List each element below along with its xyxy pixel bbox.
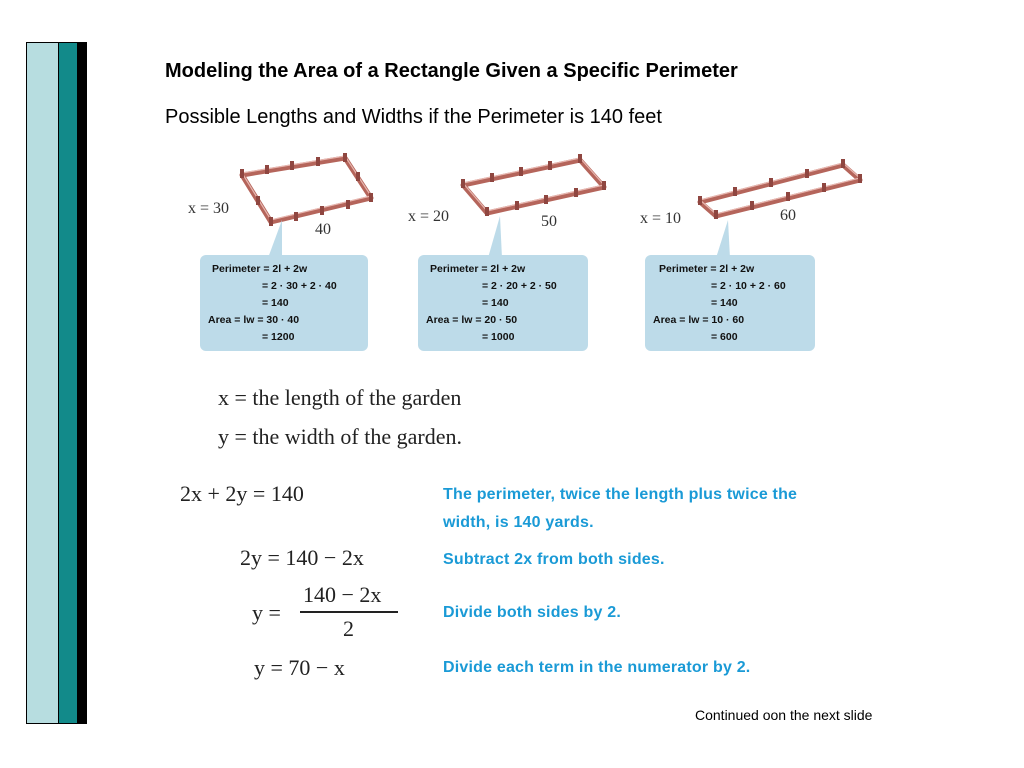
panel-2-width-label: 50 <box>541 213 557 230</box>
slide-title: Modeling the Area of a Rectangle Given a Specific Perimeter <box>165 60 738 82</box>
definition-y: y = the width of the garden. <box>218 424 462 449</box>
panel-1-line-3: = 140 <box>262 297 289 309</box>
continued-footer: Continued oon the next slide <box>695 707 873 723</box>
panel-1-line-4: Area = lw = 30 · 40 <box>208 314 300 326</box>
fraction-bar <box>300 611 398 613</box>
panel-2-line-3: = 140 <box>482 297 509 309</box>
fence-illustrations <box>170 150 870 260</box>
panel-1-line-1: Perimeter = 2l + 2w <box>212 263 308 275</box>
equation-step-3-numerator: 140 − 2x <box>303 582 382 607</box>
panel-3-line-5: = 600 <box>711 331 738 343</box>
panel-1-line-2: = 2 · 30 + 2 · 40 <box>262 280 337 292</box>
panel-2-line-2: = 2 · 20 + 2 · 50 <box>482 280 557 292</box>
panel-3-line-1: Perimeter = 2l + 2w <box>659 263 755 275</box>
note-step-4: Divide each term in the numerator by 2. <box>443 659 751 676</box>
equation-step-2: 2y = 140 − 2x <box>240 545 364 570</box>
equation-step-4: y = 70 − x <box>254 655 345 680</box>
equation-step-3-lhs: y = <box>252 600 281 625</box>
panel-2-line-1: Perimeter = 2l + 2w <box>430 263 526 275</box>
definition-x: x = the length of the garden <box>218 385 462 410</box>
panel-2-line-5: = 1000 <box>482 331 515 343</box>
computation-panel-1 <box>200 255 368 351</box>
panel-3-width-label: 60 <box>780 207 796 224</box>
computation-panel-2 <box>418 255 588 351</box>
panel-1-width-label: 40 <box>315 221 331 238</box>
note-step-1-line-1: The perimeter, twice the length plus twice the <box>443 486 798 503</box>
panel-3-line-4: Area = lw = 10 · 60 <box>653 314 745 326</box>
fence-rectangle-1 <box>242 158 371 222</box>
computation-panel-3 <box>645 255 815 351</box>
panel-2-line-4: Area = lw = 20 · 50 <box>426 314 518 326</box>
left-decor-bar-teal <box>59 42 77 724</box>
panel-3-x-label: x = 10 <box>640 210 682 227</box>
equation-step-1: 2x + 2y = 140 <box>180 481 304 506</box>
left-decor-bar-light <box>26 42 59 724</box>
slide-subtitle: Possible Lengths and Widths if the Perimeter is 140 feet <box>165 106 662 128</box>
note-step-1-line-2: width, is 140 yards. <box>443 514 594 531</box>
note-step-3: Divide both sides by 2. <box>443 604 621 621</box>
panel-1-x-label: x = 30 <box>188 200 230 217</box>
panel-2-x-label: x = 20 <box>408 208 450 225</box>
note-step-2: Subtract 2x from both sides. <box>443 551 665 568</box>
left-decor-bar-black <box>77 42 87 724</box>
equation-step-3-denominator: 2 <box>343 616 354 641</box>
panel-3-line-2: = 2 · 10 + 2 · 60 <box>711 280 786 292</box>
panel-1-line-5: = 1200 <box>262 331 295 343</box>
panel-3-line-3: = 140 <box>711 297 738 309</box>
